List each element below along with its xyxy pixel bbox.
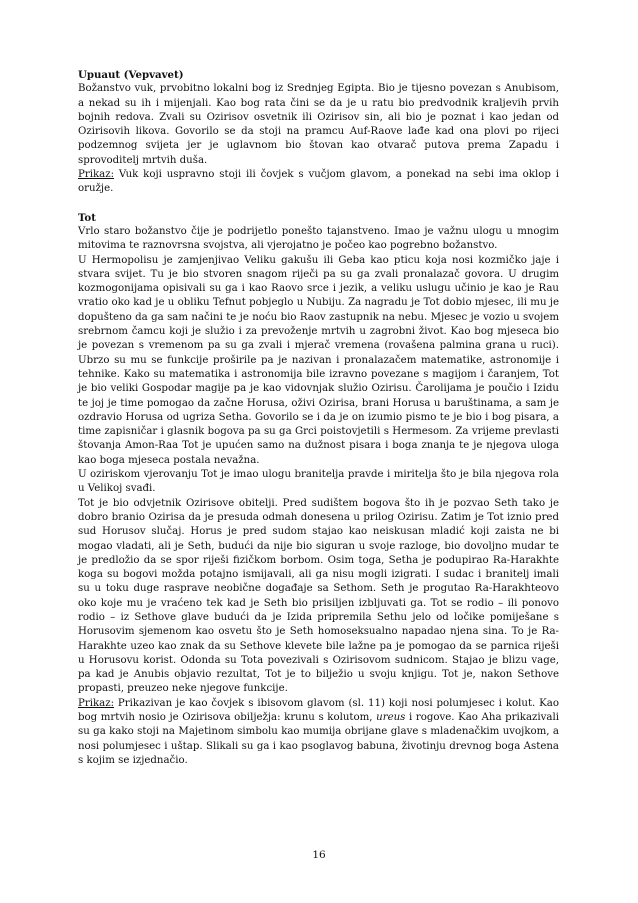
depiction-label-upuaut: Prikaz: (78, 169, 115, 181)
depiction-text-upuaut: Vuk koji uspravno stoji ili čovjek s vučjom glavom, a ponekad na sebi ima oklop i oružje. (78, 169, 559, 195)
section-body-upuaut: Božanstvo vuk, prvobitno lokalni bog iz Srednjeg Egipta. Bio je tijesno povezan s Anubisom, a nekad su ih i mijenjali. Kao bog rata čini se da je u ratu bio predvodnik kraljevih prvih bojnih redova. Zvali su Ozirisov osvetnik ili Ozirisov sin, ali bio je poznat i kao jedan od Ozirisovih likova. Govorilo se da stoji na pramcu Auf-Raove lađe kad ona plovi po rijeci podzemnog svijeta jer je uglavnom bio štovan kao otvarač putova prema Zapadu i sprovoditelj mrtvih duša. (78, 83, 559, 166)
section-heading-upuaut: Upuaut (Vepvavet) (78, 69, 184, 81)
depiction-paragraph-tot (78, 697, 559, 768)
paragraph-tot-4: Tot je bio odvjetnik Ozirisove obitelji. Pred sudištem bogova što ih je pozvao Seth tako je dobro branio Ozirisa da je presuda odmah donesena u prilog Ozirisu. Zatim je Tot iznio pred sud Horusov slučaj. Horus je pred sudom stajao kao neiskusan mladić koji zaista ne bi mogao vladati, ali je Seth, budući da nije bio siguran u svoje razloge, bio dovoljno mudar te je predložio da se spor riješi fizičkom borbom. Osim toga, Setha je podupirao Ra-Harakhte koga su bogovi možda potajno ismijavali, ali ga nisu mogli izigrati. I sudac i branitelj imali su u toku duge rasprave neobične događaje sa Sethom. Seth je progutao Ra-Harakhteovo oko koje mu je vraćeno tek kad je Seth bio prisiljen izbljuvati ga. Tot se rodio – ili ponovo rodio – iz Sethove glave budući da je Izida pripremila Sethu jelo od ločike pomiješane s Horusovim sjemenom kao osvetu što je Seth homoseksualno napadao njena sina. To je Ra-Harakhte uzeo kao znak da su Sethove klevete bile lažne pa je pomogao da se parnica riješi u Horusovu korist. Odonda su Tota povezivali s Ozirisovom sudnicom. Stajao je blizu vage, pa kad je Anubis objavio rezultat, Tot je to bilježio u svoju knjigu. Tot je, nakon Sethove propasti, preuzeo neke njegove funkcije. (78, 497, 559, 695)
paragraph-tot-3: U oziriskom vjerovanju Tot je imao ulogu branitelja pravde i miritelja što je bila njegova rola u Velikoj svađi. (78, 469, 559, 495)
depiction-italic-tot: ureus (376, 712, 406, 724)
paragraph-tot-1: Vrlo staro božanstvo čije je podrijetlo ponešto tajanstveno. Imao je važnu ulogu u mnogim mitovima te raznovrsna svojstva, ali vjerojatno je počeo kao pogrebno božanstvo. (78, 225, 559, 252)
section-tot (78, 211, 559, 769)
document-page (78, 68, 559, 768)
page-number: 16 (312, 849, 326, 861)
depiction-paragraph-upuaut (78, 168, 559, 197)
section-upuaut (78, 68, 559, 197)
section-gap (78, 197, 559, 211)
depiction-label-tot: Prikaz: (78, 697, 115, 709)
section-heading-tot: Tot (78, 211, 96, 224)
paragraph-tot-2: U Hermopolisu je zamjenjivao Veliku gakušu ili Geba kao pticu koja nosi kozmičko jaje i stvara svijet. Tu je bio stvoren snagom riječi pa su ga zvali pronalazač govora. U drugim kozmogonijama opisivali su ga i kao Raovo srce i jezik, a veliku uslugu učinio je kao je Rau vratio oko kad je u obliku Tefnut pobjeglo u Nubiju. Za nagradu je Tot dobio mjesec, ili mu je dopušteno da ga sam načini te je noću bio Raov zastupnik na nebu. Mjesec je vozio u svojem srebrnom čamcu koji je služio i za prevoženje mrtvih u zagrobni život. Kao bog mjeseca bio je povezan s vremenom pa su ga zvali i mjerač vremena (rovašena palmina grana u ruci). Ubrzo su mu se funkcije proširile pa je nazivan i pronalazačem matematike, astronomije i tehnike. Kako su matematika i astronomija bile izravno povezane s magijom i čaranjem, Tot je bio veliki Gospodar magije pa je kao vidovnjak služio Ozirisu. Čarolijama je poučio i Izidu te joj je time pomogao da začne Horusa, oživi Ozirisa, brani Horusa u baruštinama, a sam je ozdravio Horusa od ugriza Setha. Govorilo se i da je on izumio pismo te je bio i bog pisara, a time zapisničar i glasnik bogova pa su ga Grci poistovjetili s Hermesom. Za vrijeme prevlasti štovanja Amon-Raa Tot je upućen samo na dužnost pisara i boga znanja te je njegova uloga kao boga mjeseca postala nevažna. (78, 254, 559, 466)
depiction-text-tot-1: Prikazivan je kao čovjek s ibisovom glavom (sl. 11) koji nosi polumjesec i kolut. Kao bog mrtvih nosio je Ozirisova obilježja: krunu s kolutom, (78, 697, 559, 724)
depiction-text-tot-2: i rogove. Kao Aha prikazivali su ga kako stoji na Majetinom simbolu kao mumija obrijane glave s mladenačkim uvojkom, a nosi polumjesec i uštap. Slikali su ga i kao psoglavog babuna, životinju drevnog boga Astena s kojim se izjednačio. (78, 712, 559, 766)
